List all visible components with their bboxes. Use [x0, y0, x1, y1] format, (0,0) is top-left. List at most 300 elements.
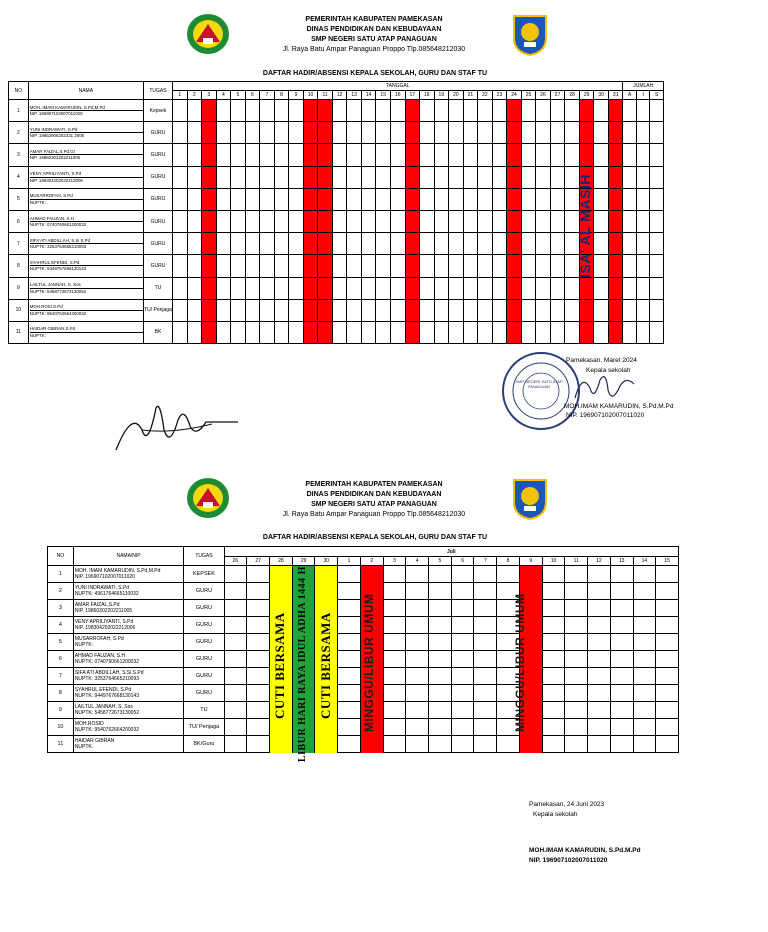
attendance-cell: [224, 736, 247, 753]
day-header: 24: [507, 91, 522, 100]
attendance-cell: [608, 277, 623, 299]
attendance-cell: [332, 122, 347, 144]
attendance-cell: [245, 122, 260, 144]
attendance-cell: [405, 277, 420, 299]
attendance-cell: [303, 321, 318, 343]
attendance-cell: [216, 299, 231, 321]
row-name: MOH.ROSID: [74, 721, 104, 727]
row-tugas: GURU: [184, 668, 224, 685]
attendance-cell: [656, 736, 679, 753]
attendance-cell: [376, 100, 391, 122]
attendance-cell: [420, 277, 435, 299]
attendance-cell: [347, 210, 362, 232]
attendance-cell: [332, 210, 347, 232]
row-id: NUPTK: 9449767668130143: [29, 266, 87, 272]
attendance-cell: [260, 100, 275, 122]
jumlah-cell: [650, 299, 664, 321]
attendance-cell: [247, 566, 270, 583]
attendance-cell: [478, 166, 493, 188]
doc1-place-date: Pamekasan, Maret 2024: [566, 357, 637, 364]
attendance-cell: [474, 583, 497, 600]
attendance-cell: [390, 277, 405, 299]
attendance-cell: [507, 122, 522, 144]
attendance-cell: [434, 255, 449, 277]
row-tugas: KEPSEK: [184, 566, 224, 583]
attendance-cell: [536, 122, 551, 144]
attendance-cell: [318, 299, 333, 321]
attendance-cell: [231, 233, 246, 255]
attendance-cell: [420, 166, 435, 188]
attendance-cell: [245, 255, 260, 277]
row-name: YUNI INDRAWATI, S.Pd: [30, 127, 143, 134]
row-name-cell: [28, 233, 143, 255]
attendance-cell: [594, 166, 609, 188]
attendance-cell: [274, 100, 289, 122]
jumlah-a: A: [623, 91, 636, 100]
row-tugas: GURU: [143, 255, 172, 277]
row-no: 6: [9, 210, 29, 232]
row-tugas: GURU: [184, 600, 224, 617]
jumlah-cell: [623, 188, 636, 210]
day-header: 14: [633, 557, 656, 566]
attendance-cell: [216, 122, 231, 144]
row-name: YUNI INDRAWATI, S.Pd: [74, 585, 130, 591]
attendance-cell: [474, 702, 497, 719]
attendance-cell: [247, 600, 270, 617]
attendance-cell: [289, 144, 304, 166]
attendance-cell: [474, 600, 497, 617]
table-row: [9, 321, 664, 343]
attendance-cell: [434, 277, 449, 299]
attendance-cell: [474, 566, 497, 583]
doc2-sign-nip: NIP. 196907102007011020: [529, 857, 608, 864]
day-header: 3: [383, 557, 406, 566]
attendance-cell: [361, 144, 376, 166]
attendance-cell: [451, 736, 474, 753]
doc2-header-line2: DINAS PENDIDIKAN DAN KEBUDAYAAN: [306, 491, 442, 498]
attendance-cell: [420, 233, 435, 255]
attendance-cell: [202, 166, 217, 188]
attendance-cell: [202, 299, 217, 321]
row-id: NUPTK:: [29, 332, 46, 338]
attendance-cell: [216, 100, 231, 122]
attendance-cell: [405, 166, 420, 188]
row-no: 4: [48, 617, 74, 634]
attendance-cell: [245, 188, 260, 210]
attendance-cell: [361, 255, 376, 277]
attendance-cell: [216, 210, 231, 232]
attendance-cell: [449, 321, 464, 343]
row-id: NUPTK: 3253764665210093: [29, 244, 87, 250]
attendance-cell: [361, 321, 376, 343]
attendance-cell: [383, 583, 406, 600]
day-header: 6: [245, 91, 260, 100]
attendance-cell: [406, 702, 429, 719]
attendance-cell: [492, 210, 507, 232]
doc1-sign-name: MOH.IMAM KAMARUDIN, S.Pd,M.Pd: [564, 403, 674, 410]
day-header: 23: [492, 91, 507, 100]
attendance-cell: [474, 685, 497, 702]
attendance-cell: [656, 566, 679, 583]
attendance-cell: [463, 122, 478, 144]
attendance-cell: [405, 210, 420, 232]
col-no-2: NO: [48, 547, 74, 566]
attendance-cell: [608, 100, 623, 122]
attendance-cell: [420, 299, 435, 321]
doc2-sign-role: Kepala sekolah: [533, 811, 578, 818]
row-name: VENY APRILIYANTI, S.Pd: [30, 171, 143, 178]
row-no: 6: [48, 651, 74, 668]
attendance-cell: [347, 100, 362, 122]
attendance-cell: [656, 668, 679, 685]
attendance-cell: [202, 210, 217, 232]
row-name-cell: [73, 702, 184, 719]
attendance-cell: [202, 144, 217, 166]
attendance-cell: [289, 100, 304, 122]
day-header: 12: [588, 557, 611, 566]
attendance-cell: [231, 321, 246, 343]
attendance-cell: [434, 210, 449, 232]
attendance-cell: [507, 144, 522, 166]
day-header: 28: [270, 557, 293, 566]
attendance-cell: [383, 668, 406, 685]
doc1-title: DAFTAR HADIR/ABSENSI KEPALA SEKOLAH, GURU DAN STAF TU: [262, 70, 488, 77]
attendance-cell: [463, 144, 478, 166]
attendance-cell: [247, 583, 270, 600]
attendance-cell: [187, 100, 202, 122]
attendance-cell: [565, 566, 588, 583]
attendance-cell: [451, 668, 474, 685]
row-id: NUPTK:: [74, 642, 94, 648]
row-name-cell: [73, 634, 184, 651]
day-header: 13: [610, 557, 633, 566]
attendance-cell: [478, 321, 493, 343]
attendance-cell: [536, 144, 551, 166]
attendance-cell: [463, 188, 478, 210]
doc1-address: Jl. Raya Batu Ampar Panaguan Proppo Tlp.085648212030: [282, 46, 466, 53]
attendance-cell: [274, 166, 289, 188]
attendance-cell: [451, 566, 474, 583]
row-id: NUPTK: 9449767668130143: [74, 693, 140, 699]
attendance-cell: [492, 277, 507, 299]
attendance-cell: [390, 210, 405, 232]
day-header: 10: [542, 557, 565, 566]
attendance-cell: [478, 277, 493, 299]
attendance-cell: [434, 233, 449, 255]
attendance-cell: [224, 685, 247, 702]
attendance-cell: [406, 617, 429, 634]
attendance-cell: [521, 144, 536, 166]
row-id: NUPTK: 9540762664200032: [29, 310, 87, 316]
attendance-cell: [247, 668, 270, 685]
attendance-cell: [216, 277, 231, 299]
attendance-cell: [303, 122, 318, 144]
attendance-cell: [406, 736, 429, 753]
row-name-cell: [73, 566, 184, 583]
attendance-cell: [542, 600, 565, 617]
attendance-cell: [521, 100, 536, 122]
jumlah-cell: [650, 100, 664, 122]
day-header: 8: [497, 557, 520, 566]
attendance-cell: [260, 299, 275, 321]
attendance-cell: [521, 188, 536, 210]
doc1-attendance-table: [8, 81, 664, 344]
attendance-cell: [347, 233, 362, 255]
day-header: 31: [608, 91, 623, 100]
attendance-cell: [216, 321, 231, 343]
attendance-cell: [245, 321, 260, 343]
day-header: 11: [565, 557, 588, 566]
row-no: 11: [9, 321, 29, 343]
attendance-cell: [187, 210, 202, 232]
attendance-cell: [449, 299, 464, 321]
attendance-cell: [492, 144, 507, 166]
day-header: 17: [405, 91, 420, 100]
attendance-cell: [406, 685, 429, 702]
row-id: NIP. 19860302202211005: [29, 155, 81, 161]
attendance-cell: [451, 685, 474, 702]
day-header: 8: [274, 91, 289, 100]
row-name: AHMAD FAUZAN, S.H: [74, 653, 126, 659]
doc2-header-line3: SMP NEGERI SATU ATAP PANAGUAN: [311, 501, 437, 508]
table-row: [9, 122, 664, 144]
attendance-cell: [187, 299, 202, 321]
attendance-cell: [390, 255, 405, 277]
attendance-cell: [245, 144, 260, 166]
attendance-cell: [536, 188, 551, 210]
attendance-cell: [492, 255, 507, 277]
attendance-cell: [338, 668, 361, 685]
attendance-cell: [224, 719, 247, 736]
attendance-cell: [521, 299, 536, 321]
row-no: 7: [9, 233, 29, 255]
attendance-cell: [405, 299, 420, 321]
day-header: 10: [303, 91, 318, 100]
col-nama: NAMA: [28, 82, 143, 100]
attendance-cell: [303, 255, 318, 277]
day-header: 26: [224, 557, 247, 566]
attendance-cell: [633, 583, 656, 600]
attendance-cell: [260, 188, 275, 210]
attendance-cell: [318, 277, 333, 299]
attendance-cell: [610, 651, 633, 668]
attendance-cell: [338, 736, 361, 753]
day-header: 21: [463, 91, 478, 100]
attendance-cell: [338, 651, 361, 668]
day-header: 6: [451, 557, 474, 566]
day-header: 28: [565, 91, 580, 100]
attendance-cell: [231, 166, 246, 188]
row-name: MOH. IMAM KAMARUDIN, S.Pd,M.Pd: [30, 105, 143, 112]
row-tugas: TU: [143, 277, 172, 299]
row-name: SIFA'ATI ABDILLAH, S.Si S.Pd: [30, 238, 143, 245]
attendance-cell: [245, 100, 260, 122]
row-name-cell: [28, 277, 143, 299]
attendance-cell: [406, 600, 429, 617]
attendance-cell: [434, 100, 449, 122]
row-tugas: GURU: [143, 144, 172, 166]
attendance-cell: [608, 144, 623, 166]
attendance-cell: [216, 166, 231, 188]
row-tugas: TU: [184, 702, 224, 719]
attendance-cell: [224, 651, 247, 668]
day-header: 29: [579, 91, 594, 100]
attendance-cell: [449, 233, 464, 255]
attendance-cell: [478, 210, 493, 232]
attendance-cell: [474, 736, 497, 753]
attendance-cell: [289, 255, 304, 277]
attendance-cell: [390, 100, 405, 122]
row-name-cell: [73, 617, 184, 634]
attendance-cell: [274, 210, 289, 232]
row-name-cell: [73, 600, 184, 617]
attendance-cell: [318, 100, 333, 122]
row-tugas: GURU: [184, 634, 224, 651]
attendance-cell: [656, 617, 679, 634]
row-no: 1: [48, 566, 74, 583]
attendance-cell: [588, 634, 611, 651]
attendance-cell: [187, 188, 202, 210]
attendance-cell: [565, 736, 588, 753]
attendance-cell: [594, 210, 609, 232]
attendance-cell: [451, 617, 474, 634]
attendance-cell: [507, 188, 522, 210]
attendance-cell: [383, 736, 406, 753]
attendance-cell: [449, 188, 464, 210]
attendance-cell: [224, 566, 247, 583]
row-name-cell: [73, 685, 184, 702]
attendance-cell: [565, 600, 588, 617]
day-header: 18: [420, 91, 435, 100]
doc2-title: DAFTAR HADIR/ABSENSI KEPALA SEKOLAH, GURU DAN STAF TU: [262, 534, 488, 541]
attendance-cell: [588, 651, 611, 668]
attendance-cell: [434, 122, 449, 144]
attendance-cell: [542, 617, 565, 634]
attendance-cell: [231, 122, 246, 144]
attendance-cell: [303, 100, 318, 122]
row-name-cell: [73, 651, 184, 668]
attendance-cell: [610, 634, 633, 651]
attendance-cell: [332, 321, 347, 343]
day-header: 4: [406, 557, 429, 566]
attendance-cell: [332, 233, 347, 255]
attendance-cell: [361, 299, 376, 321]
attendance-cell: [347, 321, 362, 343]
attendance-cell: [610, 566, 633, 583]
attendance-cell: [231, 255, 246, 277]
attendance-cell: [289, 299, 304, 321]
row-id: NUPTK: 3253764665210093: [74, 676, 140, 682]
attendance-cell: [429, 617, 452, 634]
attendance-cell: [173, 299, 188, 321]
day-header: 25: [521, 91, 536, 100]
attendance-cell: [303, 233, 318, 255]
attendance-cell: [376, 233, 391, 255]
attendance-cell: [550, 188, 565, 210]
pamekasan-logo-top: [186, 12, 230, 56]
attendance-cell: [303, 166, 318, 188]
attendance-cell: [405, 321, 420, 343]
attendance-cell: [332, 277, 347, 299]
row-name: MUSARROFAH, S.Pd: [30, 193, 143, 200]
attendance-cell: [332, 255, 347, 277]
attendance-cell: [406, 719, 429, 736]
jumlah-cell: [636, 188, 649, 210]
attendance-cell: [463, 166, 478, 188]
attendance-cell: [588, 719, 611, 736]
attendance-cell: [449, 100, 464, 122]
day-header: 19: [434, 91, 449, 100]
attendance-cell: [633, 736, 656, 753]
attendance-cell: [274, 277, 289, 299]
attendance-cell: [347, 255, 362, 277]
attendance-cell: [347, 122, 362, 144]
attendance-cell: [594, 299, 609, 321]
attendance-cell: [633, 702, 656, 719]
attendance-cell: [338, 566, 361, 583]
attendance-cell: [332, 100, 347, 122]
doc1-header-line3: SMP NEGERI SATU ATAP PANAGUAN: [311, 36, 437, 43]
attendance-cell: [542, 566, 565, 583]
row-id: NIP. 198304202022212006: [29, 177, 83, 183]
row-tugas: GURU: [143, 188, 172, 210]
doc2-address: Jl. Raya Batu Ampar Panaguan Proppo Tlp.085648212030: [282, 511, 466, 518]
attendance-cell: [338, 719, 361, 736]
row-no: 5: [9, 188, 29, 210]
attendance-cell: [318, 122, 333, 144]
row-name: HAIDAR GIBRAN,S.Pd: [30, 326, 143, 333]
attendance-cell: [588, 736, 611, 753]
attendance-cell: [338, 583, 361, 600]
attendance-cell: [633, 685, 656, 702]
row-name: HAIDAR GIBRAN: [74, 738, 115, 744]
attendance-cell: [376, 255, 391, 277]
day-header: 7: [260, 91, 275, 100]
attendance-cell: [390, 166, 405, 188]
table-row: [9, 166, 664, 188]
jumlah-cell: [623, 299, 636, 321]
smp-logo-bottom: [512, 476, 548, 520]
attendance-cell: [463, 299, 478, 321]
attendance-cell: [588, 566, 611, 583]
row-tugas: TU/ Penjaga: [143, 299, 172, 321]
attendance-cell: [429, 702, 452, 719]
jumlah-cell: [623, 321, 636, 343]
attendance-cell: [173, 233, 188, 255]
attendance-cell: [478, 188, 493, 210]
row-name: MOH. IMAM KAMARUDIN, S.Pd,M.Pd: [74, 568, 161, 574]
day-header: 30: [315, 557, 338, 566]
attendance-cell: [633, 668, 656, 685]
attendance-cell: [507, 255, 522, 277]
table-row: [9, 188, 664, 210]
attendance-cell: [478, 255, 493, 277]
row-id: NUPTK:: [29, 199, 46, 205]
attendance-cell: [474, 668, 497, 685]
attendance-cell: [429, 600, 452, 617]
attendance-cell: [588, 702, 611, 719]
attendance-cell: [474, 634, 497, 651]
attendance-cell: [588, 685, 611, 702]
attendance-cell: [463, 233, 478, 255]
row-tugas: BK/Guru: [184, 736, 224, 753]
attendance-cell: [274, 299, 289, 321]
attendance-cell: [187, 122, 202, 144]
jumlah-cell: [650, 277, 664, 299]
row-id: NUPTK: 5458772673130052: [74, 710, 140, 716]
jumlah-cell: [623, 233, 636, 255]
row-name: SYAHRUL EFENDI, S.Pd: [30, 260, 143, 267]
